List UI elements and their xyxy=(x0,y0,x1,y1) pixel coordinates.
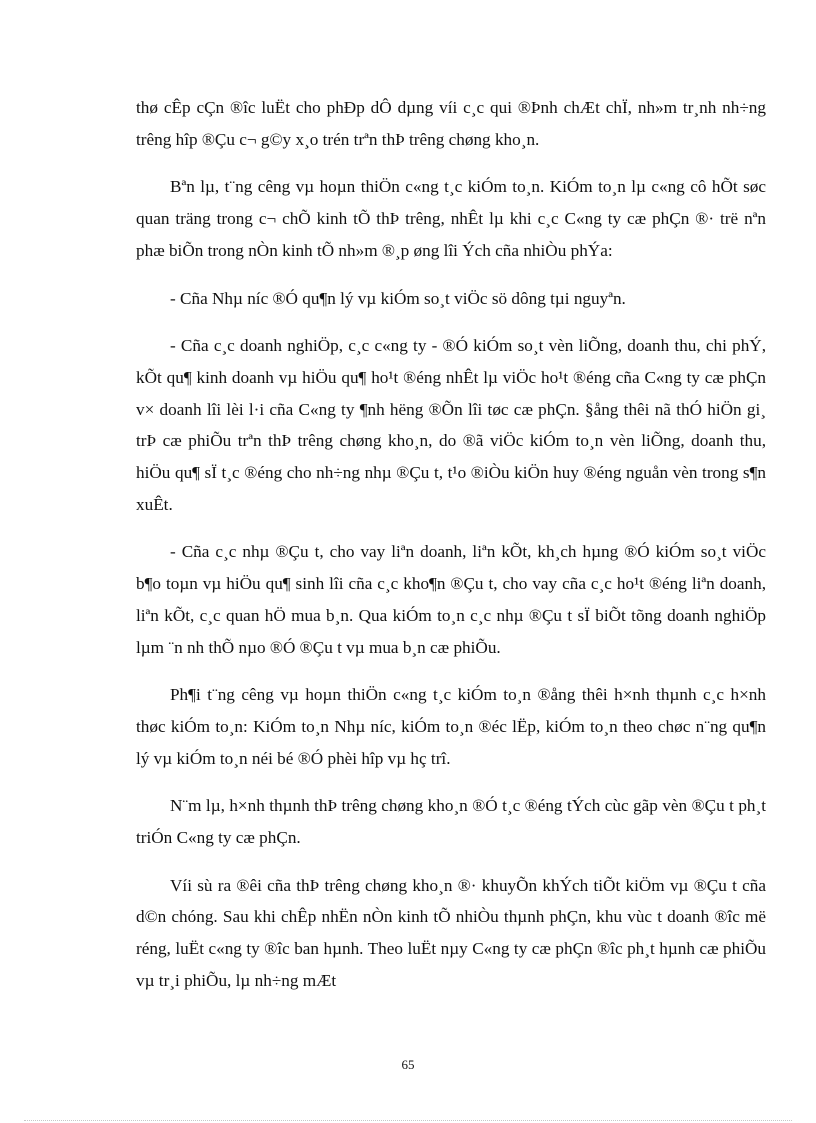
paragraph-7: N¨m lµ, h×nh thµnh thÞ trêng chøng kho¸n ®Ó t¸c ®éng tÝch cùc gãp vèn ®Çu t ph¸t triÓn C«ng ty cæ phÇn. xyxy=(136,796,766,848)
page-number: 65 xyxy=(401,1057,415,1072)
paragraph-1: thø cÊp cÇn ®îc luËt cho phÐp dÔ dµng víi c¸c qui ®Þnh chÆt chÏ, nh»m tr¸nh nh÷ng trêng hîp ®Çu c¬ g©y x¸o trén trªn thÞ trêng chøng kho¸n. xyxy=(136,98,766,149)
paragraph-5: - Cña c¸c nhµ ®Çu t, cho vay liªn doanh, liªn kÕt, kh¸ch hµng ®Ó kiÓm so¸t viÖc b¶o toµn vµ hiÖu qu¶ sinh lîi cña c¸c kho¶n ®Çu t, cho vay cña c¸c ho¹t ®éng liªn doanh, liªn kÕt, c¸c quan hÖ mua b¸n. Qua kiÓm to¸n c¸c nhµ ®Çu t sÏ biÕt tõng doanh nghiÖp lµm ¨n nh thÕ nµo ®Ó ®Çu t vµ mua b¸n cæ phiÕu. xyxy=(136,542,766,657)
footer-divider xyxy=(24,1120,792,1121)
paragraph-6: Ph¶i t¨ng cêng vµ hoµn thiÖn c«ng t¸c kiÓm to¸n ®ång thêi h×nh thµnh c¸c h×nh thøc kiÓm to¸n: KiÓm to¸n Nhµ níc, kiÓm to¸n ®éc lËp, kiÓm to¸n theo chøc n¨ng qu¶n lý vµ kiÓm to¸n néi bé ®Ó phèi hîp vµ hç trî. xyxy=(136,685,766,768)
paragraph-8: Víi sù ra ®êi cña thÞ trêng chøng kho¸n ®· khuyÕn khÝch tiÕt kiÖm vµ ®Çu t cña d©n chóng. Sau khi chÊp nhËn nÒn kinh tÕ nhiÒu thµnh phÇn, khu vùc t doanh ®îc më réng, luËt c«ng ty ®îc ban hµnh. Theo luËt nµy C«ng ty cæ phÇn ®îc ph¸t hµnh cæ phiÕu vµ tr¸i phiÕu, lµ nh÷ng mÆt xyxy=(136,875,766,990)
page-body xyxy=(136,92,766,1013)
paragraph-2: Bªn lµ, t¨ng cêng vµ hoµn thiÖn c«ng t¸c kiÓm to¸n. KiÓm to¸n lµ c«ng cô hÕt søc quan träng trong c¬ chÕ kinh tÕ thÞ trêng, nhÊt lµ khi c¸c C«ng ty cæ phÇn ®· trë nªn phæ biÕn trong nÒn kinh tÕ nh»m ®¸p øng lîi Ých cña nhiÒu phÝa: xyxy=(136,177,766,260)
paragraph-3: - Cña Nhµ níc ®Ó qu¶n lý vµ kiÓm so¸t viÖc sö dông tµi nguyªn. xyxy=(170,288,626,308)
paragraph-4: - Cña c¸c doanh nghiÖp, c¸c c«ng ty - ®Ó kiÓm so¸t vèn liÕng, doanh thu, chi phÝ, kÕt qu¶ kinh doanh vµ hiÖu qu¶ ho¹t ®éng nhÊt lµ viÖc ho¹t ®éng cña C«ng ty cæ phÇn v× doanh lîi lèi l·i cña C«ng ty ¶nh hëng ®Õn lîi tøc cæ phÇn. §ång thêi nã thÓ hiÖn gi¸ trÞ cæ phiÕu trªn thÞ trêng chøng kho¸n, do ®ã viÖc kiÓm to¸n vèn liÕng, doanh thu, hiÖu qu¶ sÏ t¸c ®éng cho nh÷ng nhµ ®Çu t, t¹o ®iÒu kiÖn huy ®éng nguån vèn trong s¶n xuÊt. xyxy=(136,336,766,514)
